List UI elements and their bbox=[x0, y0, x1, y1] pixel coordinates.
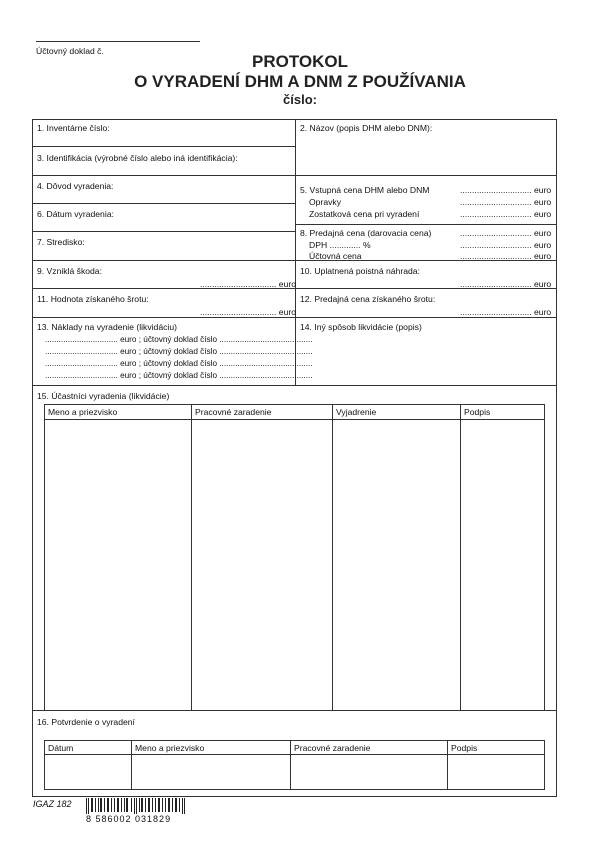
barcode-icon bbox=[86, 798, 190, 814]
field-5-depreciation-label: Opravky bbox=[309, 197, 341, 207]
field-11-label: 11. Hodnota získaného šrotu: bbox=[37, 294, 149, 304]
page-subtitle: O VYRADENÍ DHM A DNM Z POUŽÍVANIA bbox=[134, 72, 466, 91]
field-9-label: 9. Vzniklá škoda: bbox=[37, 266, 102, 276]
field-4-label: 4. Dôvod vyradenia: bbox=[37, 181, 114, 191]
confirmation-header-date: Dátum bbox=[48, 743, 74, 753]
participants-header-top bbox=[44, 404, 545, 405]
confirmation-header-bottom bbox=[44, 754, 545, 755]
field-5-input-price[interactable]: .............................. euro bbox=[460, 185, 552, 195]
row-divider bbox=[295, 224, 557, 225]
field-3-label: 3. Identifikácia (výrobné číslo alebo iná identifikácia): bbox=[37, 153, 238, 163]
participants-col-divider bbox=[191, 404, 192, 710]
participants-header-name: Meno a priezvisko bbox=[48, 407, 118, 417]
field-6-label: 6. Dátum vyradenia: bbox=[37, 209, 114, 219]
confirmation-header-name: Meno a priezvisko bbox=[135, 743, 205, 753]
row-divider bbox=[32, 710, 557, 711]
form-code: IGAZ 182 bbox=[33, 799, 72, 809]
cost-row[interactable]: ................................ euro ; účtovný doklad číslo ......................................... bbox=[45, 371, 313, 380]
row-divider bbox=[32, 203, 295, 204]
field-5-residual-label: Zostatková cena pri vyradení bbox=[309, 209, 420, 219]
confirmation-col-divider bbox=[131, 740, 132, 790]
field-5-depreciation-amount[interactable]: .............................. euro bbox=[460, 197, 552, 207]
field-8-amount[interactable]: .............................. euro bbox=[460, 228, 552, 238]
field-12-amount[interactable]: .............................. euro bbox=[460, 307, 552, 317]
field-11-amount[interactable]: ................................ euro bbox=[200, 307, 296, 317]
row-divider bbox=[295, 175, 557, 176]
section-15-label: 15. Účastníci vyradenia (likvidácie) bbox=[37, 391, 170, 401]
field-7-label: 7. Stredisko: bbox=[37, 237, 85, 247]
cost-row[interactable]: ................................ euro ; účtovný doklad číslo ......................................... bbox=[45, 335, 313, 344]
confirmation-header-position: Pracovné zaradenie bbox=[294, 743, 371, 753]
field-5-label: 5. Vstupná cena DHM alebo DNM bbox=[300, 185, 430, 195]
confirmation-col-divider bbox=[447, 740, 448, 790]
participants-header-signature: Podpis bbox=[464, 407, 491, 417]
cost-row[interactable]: ................................ euro ; účtovný doklad číslo ......................................... bbox=[45, 347, 313, 356]
field-8-accounting-amount[interactable]: .............................. euro bbox=[460, 251, 552, 261]
field-8-vat-amount[interactable]: .............................. euro bbox=[460, 240, 552, 250]
doc-number-line bbox=[36, 41, 200, 42]
field-13-label: 13. Náklady na vyradenie (likvidáciu) bbox=[37, 322, 177, 332]
participants-col-divider bbox=[460, 404, 461, 710]
field-9-amount[interactable]: ................................ euro bbox=[200, 279, 296, 289]
row-divider bbox=[32, 385, 557, 386]
field-12-label: 12. Predajná cena získaného šrotu: bbox=[300, 294, 436, 304]
protocol-number-label: číslo: bbox=[283, 92, 317, 107]
field-10-label: 10. Uplatnená poistná náhrada: bbox=[300, 266, 420, 276]
section-16-label: 16. Potvrdenie o vyradení bbox=[37, 717, 135, 727]
field-8-accounting-label: Účtovná cena bbox=[309, 251, 362, 261]
participants-col-divider bbox=[332, 404, 333, 710]
row-divider bbox=[32, 146, 295, 147]
confirmation-col-divider bbox=[290, 740, 291, 790]
confirmation-header-signature: Podpis bbox=[451, 743, 478, 753]
participants-header-statement: Vyjadrenie bbox=[336, 407, 377, 417]
field-5-residual-amount[interactable]: .............................. euro bbox=[460, 209, 552, 219]
cost-row[interactable]: ................................ euro ; účtovný doklad číslo ......................................... bbox=[45, 359, 313, 368]
row-divider bbox=[32, 175, 295, 176]
barcode-number: 8 586002 031829 bbox=[86, 814, 172, 824]
participants-header-bottom bbox=[44, 419, 545, 420]
row-divider bbox=[32, 317, 557, 318]
page-title: PROTOKOL bbox=[251, 52, 349, 71]
field-8-vat-label: DPH ............. % bbox=[309, 240, 371, 250]
participants-table bbox=[44, 404, 545, 710]
field-1-label: 1. Inventárne číslo: bbox=[37, 123, 110, 133]
field-8-label: 8. Predajná cena (darovacia cena) bbox=[300, 228, 432, 238]
center-divider bbox=[295, 119, 296, 385]
field-10-amount[interactable]: .............................. euro bbox=[460, 279, 552, 289]
field-14-label: 14. Iný spôsob likvidácie (popis) bbox=[300, 322, 422, 332]
field-2-label: 2. Názov (popis DHM alebo DNM): bbox=[300, 123, 433, 133]
row-divider bbox=[32, 260, 295, 261]
row-divider bbox=[32, 231, 295, 232]
doc-number-label: Účtovný doklad č. bbox=[36, 46, 104, 56]
participants-header-position: Pracovné zaradenie bbox=[195, 407, 272, 417]
